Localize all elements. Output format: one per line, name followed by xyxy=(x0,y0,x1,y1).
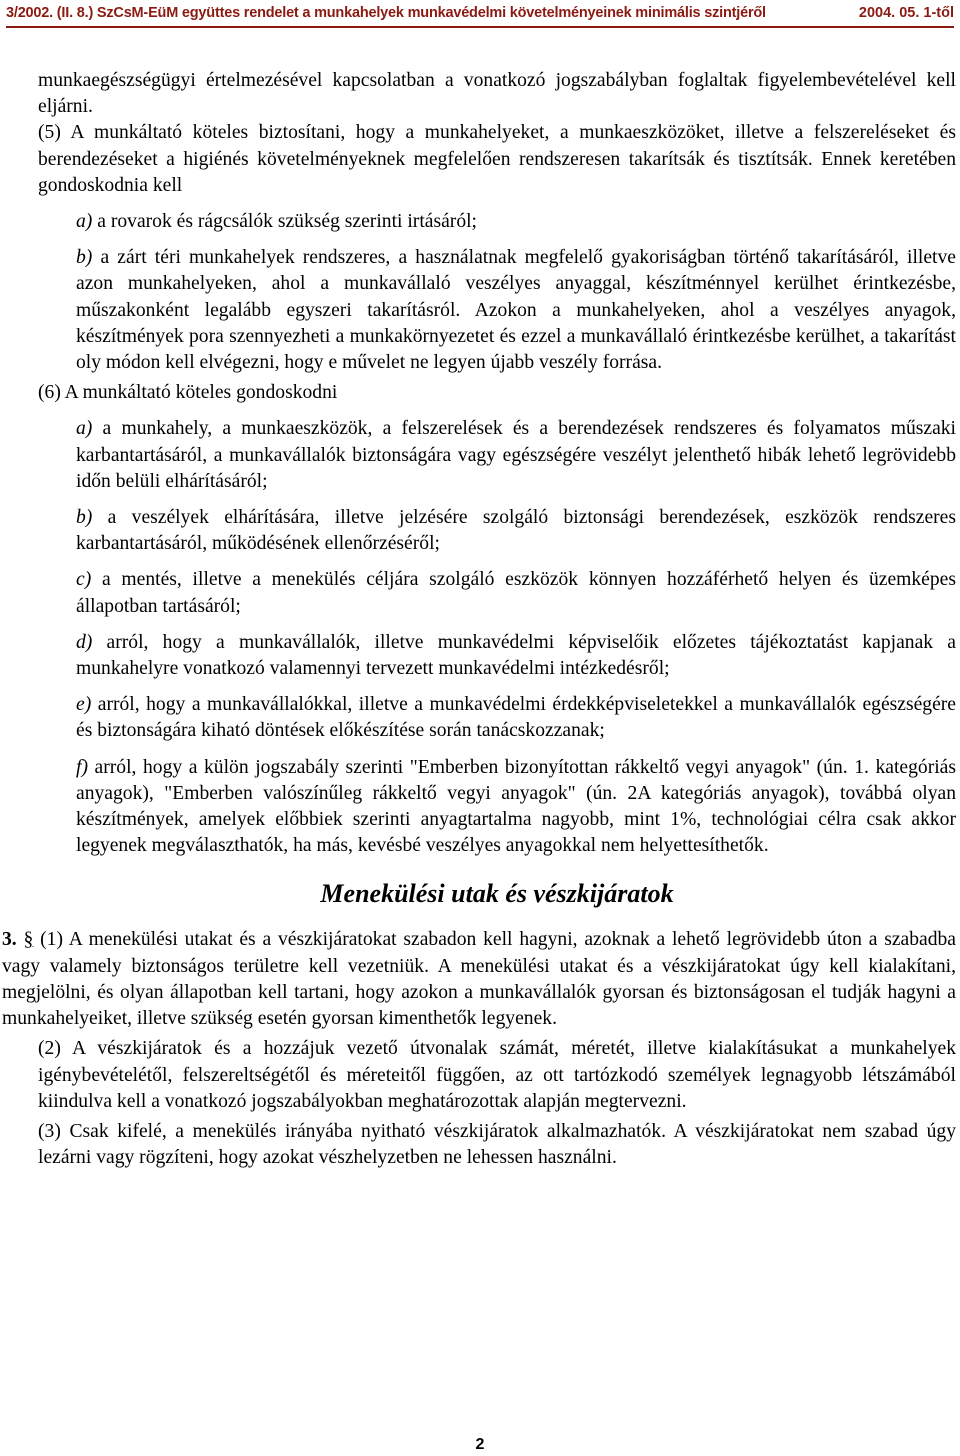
item-text: a rovarok és rágcsálók szükség szerinti irtásáról; xyxy=(97,211,477,233)
item-label: f) xyxy=(76,756,88,778)
item-label: b) xyxy=(76,507,93,529)
item-label: a) xyxy=(76,418,93,440)
item-text: arról, hogy a külön jogszabály szerinti "Emberben bizonyítottan rákkeltő vegyi anyagok" (ún. 1. kategóriás anyagok), "Emberben valószínűleg rákkeltő vegyi anyagok" (ún. 2A kategóriás anyagok), továbbá olyan készítmények, amelyek előbbiek szerinti anyagtartalma nagyobb, mint 1%, technológiai célra csak akkor legyenek megválaszthatók, ha más, kevésbé veszélyes anyagokkal nem helyettesíthetők. xyxy=(76,756,956,857)
item-text: a zárt téri munkahelyek rendszeres, a használatnak megfelelő gyakoriságban történő takarításáról, illetve azon munkahelyeken, ahol a munkavállaló veszélyes anyaggal, készítménnyel kerülhet érintkezésbe, műszakonként legalább egyszeri takarításról. Azokon a munkahelyeken, ahol a veszélyes anyagok, készítmények pora szennyezheti a munkakörnyezetet és ezzel a munkavállaló érintkezésbe kerülhet, a takarítást oly módon kell elvégezni, hogy e művelet ne legyen újabb veszély forrása. xyxy=(76,247,956,374)
item-text: arról, hogy a munkavállalók, illetve munkavédelmi képviselőik előzetes tájékoztatást kapjanak a munkahelyre vonatkozó valamennyi tervezett munkavédelmi intézkedésről; xyxy=(76,631,956,680)
paragraph-5: (5) A munkáltató köteles biztosítani, hogy a munkahelyeket, a munkaeszközöket, illetve a felszereléseket és berendezéseket a higiénés követelményeknek megfelelően rendszeresen takarítsák és tisztítsák. Ennek keretében gondoskodnia kell xyxy=(38,122,956,196)
paragraph-6-c xyxy=(76,567,956,619)
item-label: a) xyxy=(76,211,93,233)
intro-paragraph: munkaegészségügyi értelmezésével kapcsolatban a vonatkozó jogszabályban foglaltak figyelembevételével kell eljárni. xyxy=(38,70,956,118)
paragraph-6-f xyxy=(76,755,956,860)
page-number: 2 xyxy=(475,1436,485,1453)
header-title: 3/2002. (II. 8.) SzCsM-EüM együttes rendelet a munkahelyek munkavédelmi követelményeinek minimális szintjéről xyxy=(6,5,766,21)
item-label: c) xyxy=(76,569,92,591)
section-3-paragraph-2: (2) A vészkijáratok és a hozzájuk vezető útvonalak számát, méretét, illetve kialakításukat a munkahelyek igénybevételétől, felszereltségétől és méreteitől függően, az ott tartózkodó személyek legnagyobb létszámából kiindulva kell a vonatkozó jogszabályokban meghatározottak alapján megtervezni. xyxy=(38,1038,956,1112)
item-text: a munkahely, a munkaeszközök, a felszerelések és a berendezések rendszeres és folyamatos műszaki karbantartásáról, a munkavállalók biztonságára vagy egészségére veszélyt jelenthető hibák lehető legrövidebb időn belüli elhárításáról; xyxy=(76,418,957,492)
document-body xyxy=(2,68,957,1171)
header-date: 2004. 05. 1-től xyxy=(858,5,954,21)
item-text: a veszélyek elhárítására, illetve jelzésére szolgáló biztonsági berendezések, eszközök rendszeres karbantartásáról, működésének ellenőrzéséről; xyxy=(76,507,956,555)
section-3-paragraph-3: (3) Csak kifelé, a menekülés irányába nyitható vészkijáratok alkalmazhatók. A vészkijáratokat nem szabad úgy lezárni vagy rögzíteni, hogy azokat vészhelyzetben ne lehessen használni. xyxy=(38,1120,956,1169)
paragraph-6-a xyxy=(76,416,956,495)
paragraph-6-d xyxy=(76,630,956,682)
paragraph-6-e xyxy=(76,692,956,744)
section-number: 3. xyxy=(2,929,17,951)
section-3-paragraph-1 xyxy=(2,927,956,1032)
paragraph-5-a xyxy=(76,209,956,235)
item-label: d) xyxy=(76,631,93,653)
section-title: Menekülési utak és vészkijáratok xyxy=(320,879,674,909)
paragraph-6-b xyxy=(76,505,956,557)
item-label: e) xyxy=(76,694,92,716)
item-label: b) xyxy=(76,247,93,269)
item-text: a mentés, illetve a menekülés céljára szolgáló eszközök könnyen hozzáférhető helyen és üzemképes állapotban tartásáról; xyxy=(76,569,956,617)
running-header xyxy=(6,0,954,28)
paragraph-5-b xyxy=(76,245,956,376)
section-sign: § xyxy=(23,929,34,951)
item-text: arról, hogy a munkavállalókkal, illetve a munkavédelmi érdekképviseletekkel a munkavállalók egészségére és biztonságára kiható döntések előkészítése során tanácskozzanak; xyxy=(76,694,956,742)
paragraph-text: (1) A menekülési utakat és a vészkijáratokat szabadon kell hagyni, azoknak a lehető legrövidebb úton a szabadba vagy valamely biztonságos területre kell vezetniük. A menekülési utakat és a vészkijáratokat úgy kell kialakítani, megjelölni, és olyan állapotban kell tartani, hogy azokon a munkavállalók gyorsan és biztonságosan el tudják hagyni a munkahelyeiket, illetve szükség esetén gyorsan kimenthetők legyenek. xyxy=(2,929,957,1030)
paragraph-6: (6) A munkáltató köteles gondoskodni xyxy=(38,382,338,404)
